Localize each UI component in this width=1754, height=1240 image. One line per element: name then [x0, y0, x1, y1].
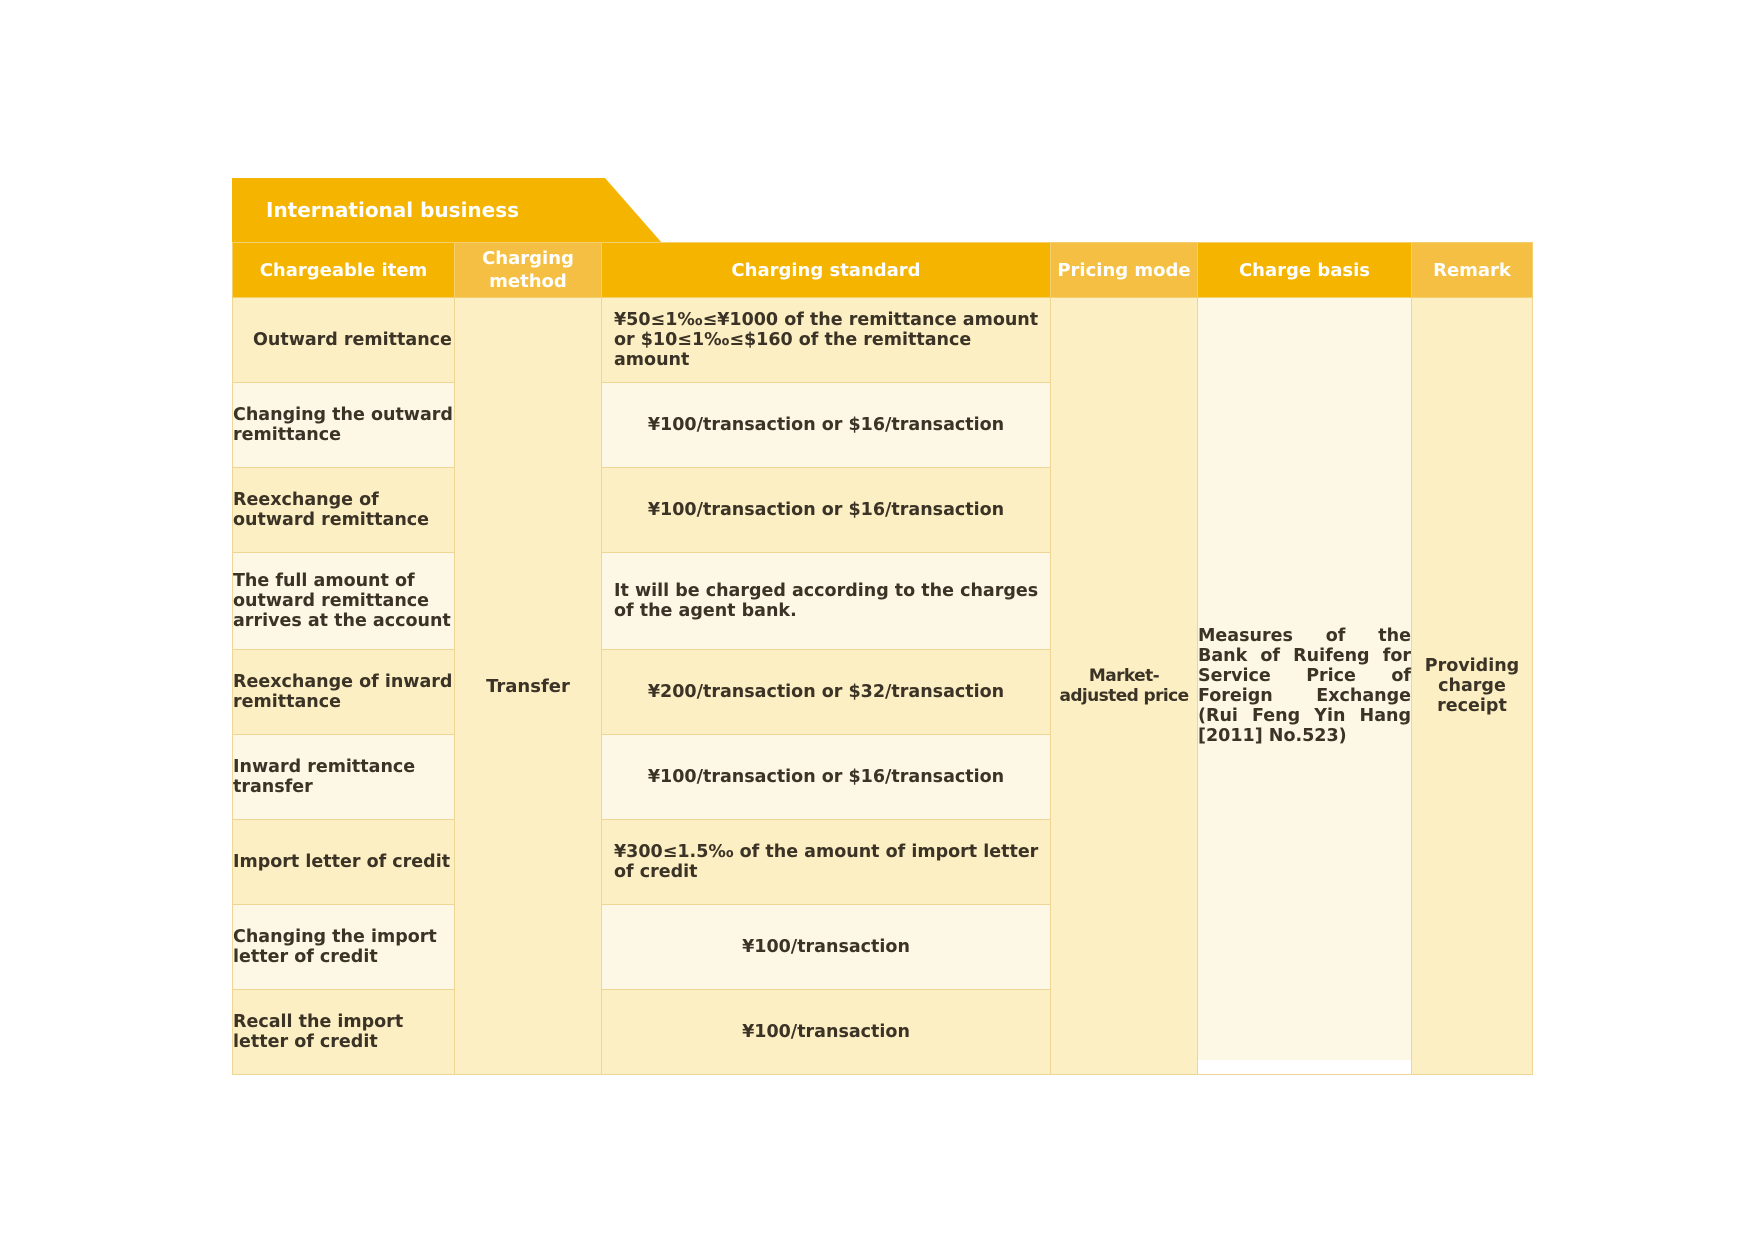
section-title: International business: [266, 198, 520, 222]
chargeable-item: Reexchange of inward remittance: [233, 650, 455, 735]
charging-standard: ¥100/transaction or $16/transaction: [602, 735, 1051, 820]
section-tab: [232, 178, 662, 243]
fee-table: [232, 242, 1533, 1075]
charge-basis-cell: [1198, 298, 1412, 1075]
chargeable-item: The full amount of outward remittance arrives at the account: [233, 553, 455, 650]
column-header-basis: Charge basis: [1198, 243, 1412, 298]
column-header-standard: Charging standard: [602, 243, 1051, 298]
table-row: [233, 298, 1533, 383]
remark-cell: Providing charge receipt: [1412, 298, 1533, 1075]
charge-basis-gap: [1198, 1060, 1411, 1074]
column-header-mode: Pricing mode: [1051, 243, 1198, 298]
chargeable-item: Reexchange of outward remittance: [233, 468, 455, 553]
charging-method-cell: Transfer: [455, 298, 602, 1075]
chargeable-item: Import letter of credit: [233, 820, 455, 905]
column-header-method: Charging method: [455, 243, 602, 298]
column-header-item: Chargeable item: [233, 243, 455, 298]
charging-standard: ¥200/transaction or $32/transaction: [602, 650, 1051, 735]
column-header-remark: Remark: [1412, 243, 1533, 298]
charging-standard: ¥50≤1‰≤¥1000 of the remittance amount or $10≤1‰≤$160 of the remittance amount: [602, 298, 1051, 383]
charging-standard: It will be charged according to the charges of the agent bank.: [602, 553, 1051, 650]
charging-standard: ¥300≤1.5‰ of the amount of import letter of credit: [602, 820, 1051, 905]
chargeable-item: Changing the outward remittance: [233, 383, 455, 468]
charging-standard: ¥100/transaction: [602, 905, 1051, 990]
chargeable-item: Recall the import letter of credit: [233, 990, 455, 1075]
charging-standard: ¥100/transaction or $16/transaction: [602, 468, 1051, 553]
table-header-row: [233, 243, 1533, 298]
charge-basis-text: Measures of the Bank of Ruifeng for Service Price of Foreign Exchange (Rui Feng Yin Hang [2011] No.523): [1198, 626, 1411, 746]
charging-standard: ¥100/transaction: [602, 990, 1051, 1075]
chargeable-item: Inward remittance transfer: [233, 735, 455, 820]
charging-standard: ¥100/transaction or $16/transaction: [602, 383, 1051, 468]
pricing-mode-cell: Market-adjusted price: [1051, 298, 1198, 1075]
chargeable-item: Outward remittance: [233, 298, 455, 383]
chargeable-item: Changing the import letter of credit: [233, 905, 455, 990]
